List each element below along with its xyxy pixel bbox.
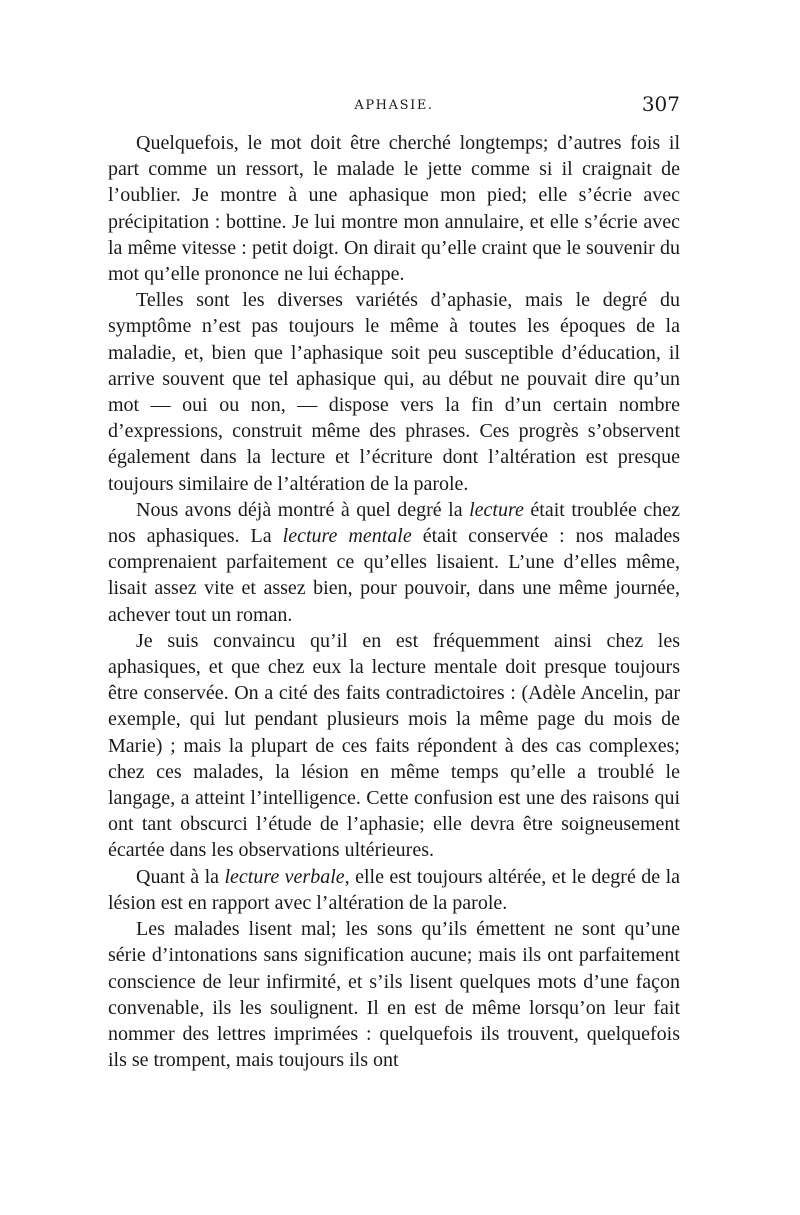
text-run: était conservée : nos malades comprenaient parfaitement ce qu’elles lisaient. L’une d’elles même, lisait assez vite et assez bien, pour pouvoir, dans une même journée, achever tout un roman. [108, 525, 680, 626]
running-head [108, 90, 680, 130]
text-run: Nous avons déjà montré à quel degré la [136, 498, 470, 521]
text-run: Quelquefois, le mot doit être cherché longtemps; d’autres fois il part comme un ressort, le malade le jette comme si il craignait de l’oublier. Je montre à une aphasique mon pied; elle s’écrie avec précipitation : bottine. Je lui montre mon annulaire, et elle s’écrie avec la même vitesse : petit doigt. On dirait qu’elle craint que le souvenir du mot qu’elle prononce ne lui échappe. [108, 132, 680, 286]
paragraph-p4 [108, 628, 680, 864]
text-run: était troublée chez nos aphasiques. La [108, 498, 680, 548]
paragraph-p5 [108, 864, 680, 916]
paragraph-p2 [108, 287, 680, 497]
text-run: Les malades lisent mal; les sons qu’ils émettent ne sont qu’une série d’intonations sans signification aucune; mais ils ont parfaitement conscience de leur infirmité, et s’ils lisent quelques mots d’une façon convenable, ils les soulignent. Il en est de même lorsqu’on leur fait nommer des lettres imprimées : quelquefois ils trouvent, quelquefois ils se trompent, mais toujours ils ont [108, 918, 680, 1072]
text-run: Quant à la [136, 865, 225, 888]
text-run: , elle est toujours altérée, et le degré de la lésion est en rapport avec l’altération de la parole. [108, 865, 680, 914]
running-title: APHASIE. [354, 98, 434, 113]
italic-term: lecture [469, 498, 524, 521]
text-run: Je suis convaincu qu’il en est fréquemment ainsi chez les aphasiques, et que chez eux la lecture mentale doit presque toujours être conservée. On a cité des faits contradictoires : (Adèle Ancelin, par exemple, qui lut pendant plusieurs mois la même page du mois de Marie) ; mais la plupart de ces faits répondent à des cas complexes; chez ces malades, la lésion en même temps qu’elle a troublé le langage, a atteint l’intelligence. Cette confusion est une des raisons qui ont tant obscurci l’étude de l’aphasie; elle devra être soigneusement écartée dans les observations ultérieures. [108, 629, 680, 862]
page-number: 307 [641, 92, 680, 116]
paragraph-p3 [108, 497, 680, 628]
paragraph-p1 [108, 130, 680, 287]
italic-term: lecture verbale [224, 865, 345, 888]
text-run: Telles sont les diverses variétés d’aphasie, mais le degré du symptôme n’est pas toujours le même à toutes les époques de la maladie, et, bien que l’aphasique soit peu susceptible d’éducation, il arrive souvent que tel aphasique qui, au début ne pouvait dire qu’un mot — oui ou non, — dispose vers la fin d’un certain nombre d’expressions, construit même des phrases. Ces progrès s’observent également dans la lecture et l’écriture dont l’altération est presque toujours similaire de l’altération de la parole. [108, 289, 680, 495]
paragraph-p6 [108, 916, 680, 1073]
body-text [108, 130, 680, 1073]
book-page [108, 90, 680, 1073]
italic-term: lecture mentale [282, 525, 412, 548]
